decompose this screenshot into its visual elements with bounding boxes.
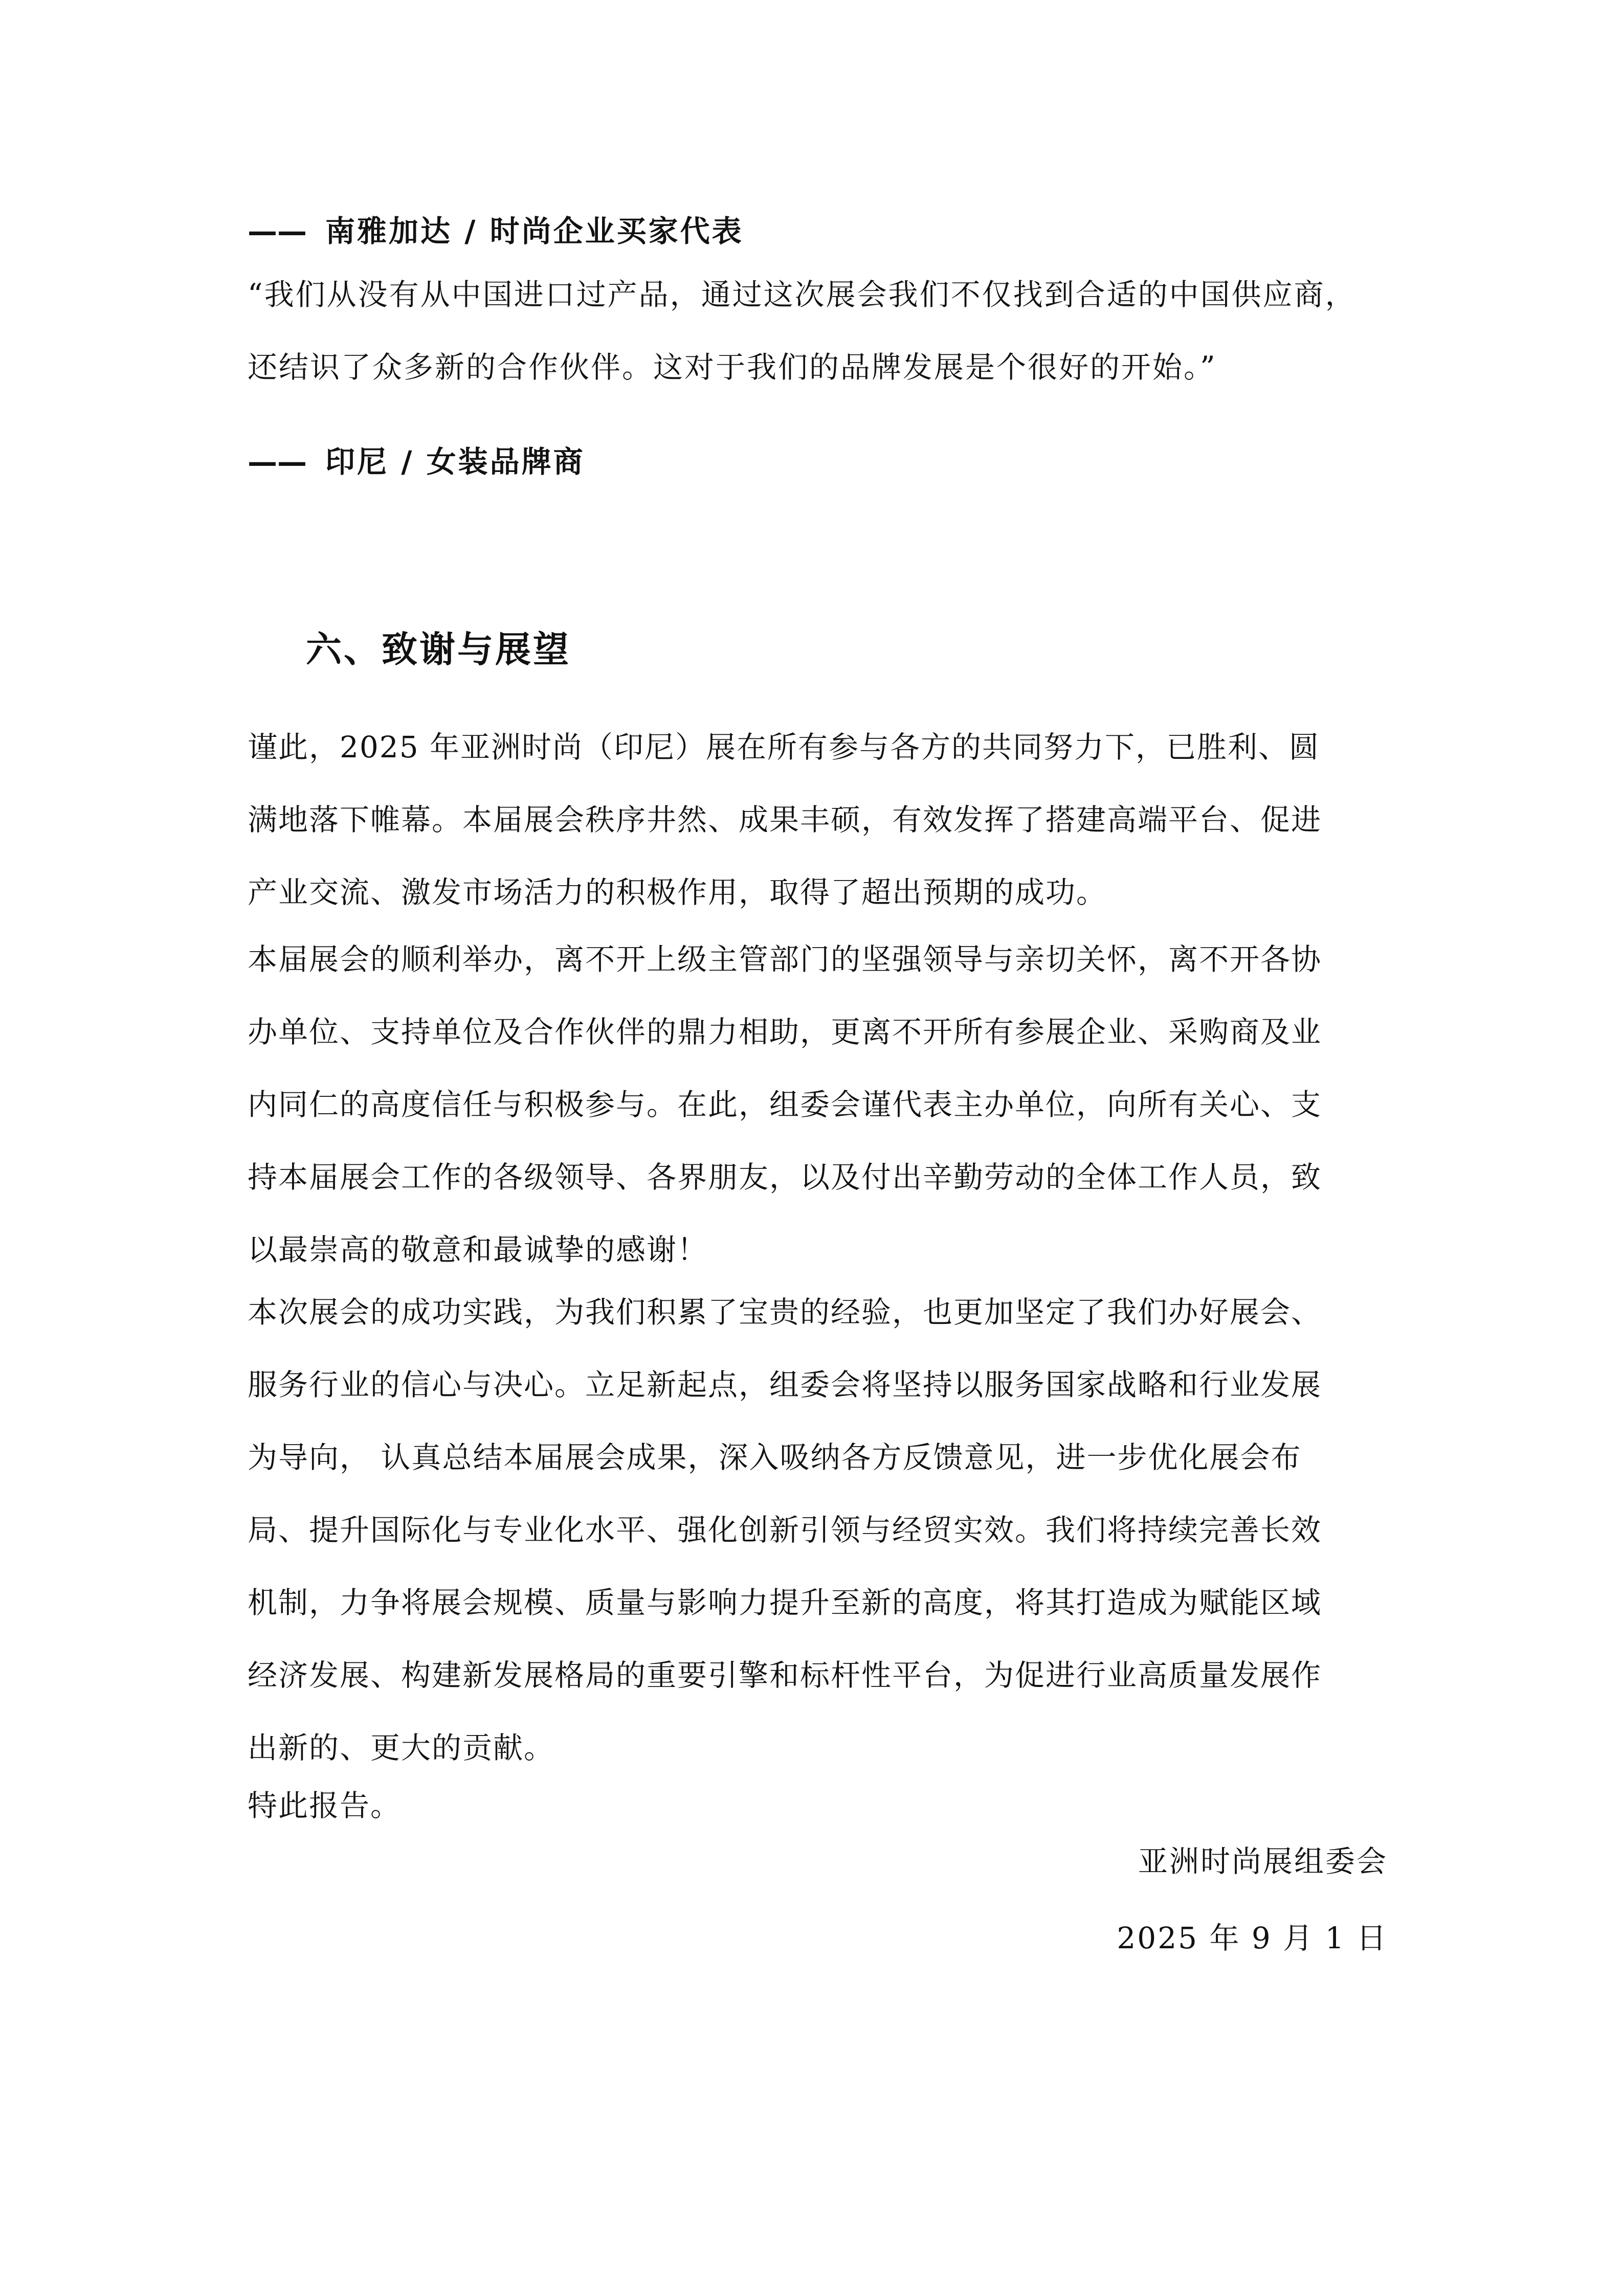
paragraph-line: 以最崇高的敬意和最诚挚的感谢！	[248, 1232, 708, 1267]
attribution-text: 南雅加达 / 时尚企业买家代表	[325, 214, 744, 249]
attribution-text: 印尼 / 女装品牌商	[325, 444, 585, 479]
paragraph-line: 局、提升国际化与专业化水平、强化创新引领与经贸实效。我们将持续完善长效	[248, 1513, 1322, 1547]
paragraph-line: 特此报告。	[248, 1788, 402, 1823]
paragraph-line: 本届展会的顺利举办，离不开上级主管部门的坚强领导与亲切关怀，离不开各协	[248, 942, 1322, 977]
paragraph-line: 本次展会的成功实践，为我们积累了宝贵的经验，也更加坚定了我们办好展会、	[248, 1295, 1322, 1330]
signature-date: 2025 年 9 月 1 日	[1117, 1921, 1388, 1955]
paragraph-line: 谨此，2025 年亚洲时尚（印尼）展在所有参与各方的共同努力下，已胜利、圆	[248, 730, 1320, 764]
paragraph-outlook	[248, 1276, 1388, 1784]
attribution-indonesia-brand	[248, 441, 585, 482]
attribution-jakarta-buyer	[248, 211, 744, 252]
quote-line: “我们从没有从中国进口过产品，通过这次展会我们不仅找到合适的中国供应商，	[248, 277, 1356, 312]
paragraph-line: 出新的、更大的贡献。	[248, 1730, 555, 1765]
paragraph-closing	[248, 1769, 1388, 1842]
signature-organization: 亚洲时尚展组委会	[1138, 1844, 1388, 1879]
attribution-dash: ——	[248, 444, 307, 479]
paragraph-line: 办单位、支持单位及合作伙伴的鼎力相助，更离不开所有参展企业、采购商及业	[248, 1015, 1322, 1049]
section-title: 六、致谢与展望	[306, 628, 571, 670]
paragraph-line: 机制，力争将展会规模、质量与影响力提升至新的高度，将其打造成为赋能区域	[248, 1585, 1322, 1620]
paragraph-line: 经济发展、构建新发展格局的重要引擎和标杆性平台，为促进行业高质量发展作	[248, 1658, 1322, 1693]
paragraph-line: 服务行业的信心与决心。立足新起点，组委会将坚持以服务国家战略和行业发展	[248, 1367, 1322, 1402]
paragraph-conclusion	[248, 711, 1388, 929]
paragraph-line: 满地落下帷幕。本届展会秩序井然、成果丰硕，有效发挥了搭建高端平台、促进	[248, 802, 1322, 837]
testimonial-quote	[248, 258, 1404, 403]
quote-line: 还结识了众多新的合作伙伴。这对于我们的品牌发展是个很好的开始。”	[248, 350, 1217, 385]
paragraph-line: 内同仁的高度信任与积极参与。在此，组委会谨代表主办单位，向所有关心、支	[248, 1087, 1322, 1122]
paragraph-line: 为导向， 认真总结本届展会成果，深入吸纳各方反馈意见，进一步优化展会布	[248, 1440, 1302, 1475]
attribution-dash: ——	[248, 214, 307, 249]
paragraph-line: 产业交流、激发市场活力的积极作用，取得了超出预期的成功。	[248, 875, 1107, 910]
paragraph-line: 持本届展会工作的各级领导、各界朋友，以及付出辛勤劳动的全体工作人员，致	[248, 1160, 1322, 1195]
paragraph-thanks	[248, 923, 1388, 1286]
